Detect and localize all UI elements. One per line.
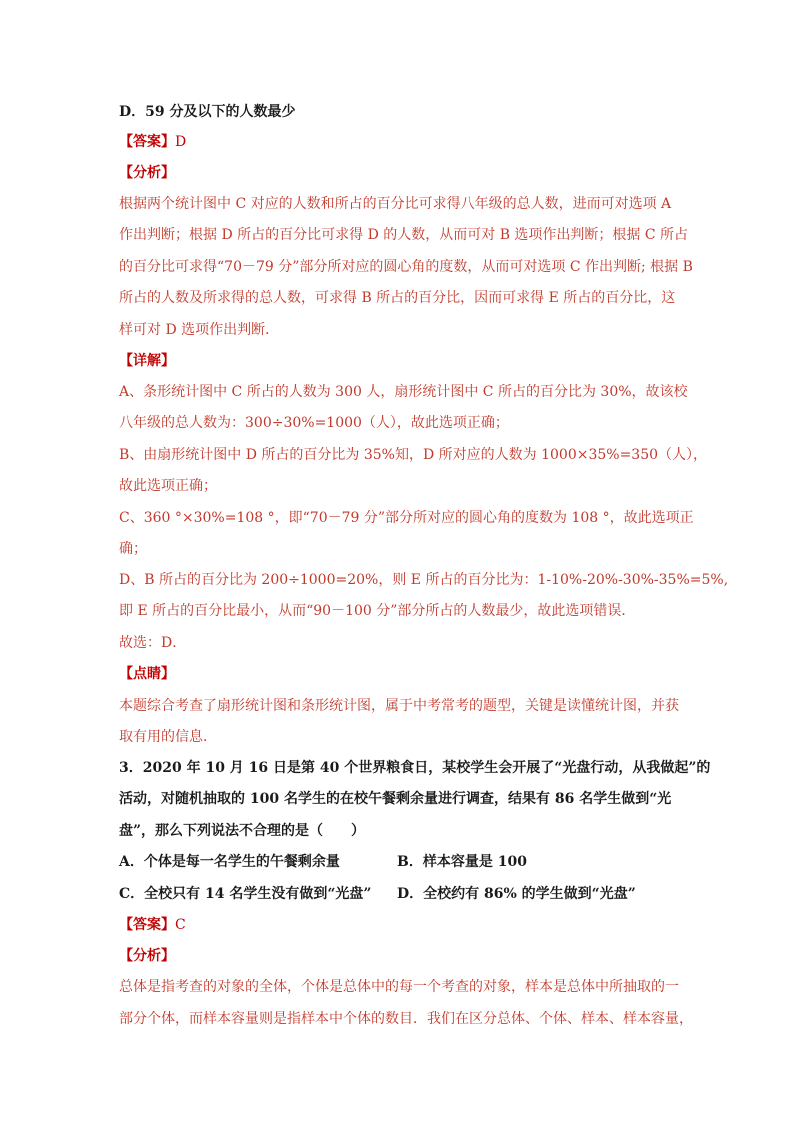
q3-stem-line: 3．2020 年 10 月 16 日是第 40 个世界粮食日，某校学生会开展了“光盘行动，从我做起”的 bbox=[119, 760, 711, 776]
q3-answer bbox=[119, 915, 186, 935]
analysis-tag: 【分析】 bbox=[119, 948, 175, 964]
analysis-line: 作出判断；根据 D 所占的百分比可求得 D 的人数，从而可对 B 选项作出判断；根据 C 所占 bbox=[119, 227, 689, 243]
detail-line: 确； bbox=[119, 541, 147, 557]
detail-line: 八年级的总人数为：300÷30%=1000（人），故此选项正确； bbox=[119, 415, 509, 431]
q3-option-c: C．全校只有 14 名学生没有做到“光盘” bbox=[119, 886, 372, 902]
q2-option-d: D．59 分及以下的人数最少 bbox=[119, 104, 296, 120]
detail-line: 故此选项正确； bbox=[119, 478, 217, 494]
detail-line: D、B 所占的百分比为 200÷1000=20%，则 E 所占的百分比为：1-10%-20%-30%-35%=5%, bbox=[119, 572, 729, 588]
answer-tag: 【答案】 bbox=[119, 917, 175, 933]
detail-line: C、360 °×30%=108 °，即“70－79 分”部分所对应的圆心角的度数为 108 °，故此选项正 bbox=[119, 510, 694, 526]
analysis-line: 部分个体，而样本容量则是指样本中个体的数目．我们在区分总体、个体、样本、样本容量， bbox=[119, 1011, 693, 1027]
q3-option-d: D．全校约有 86% 的学生做到“光盘” bbox=[397, 886, 636, 902]
detail-line: 故选：D． bbox=[119, 635, 187, 651]
detail-line: B、由扇形统计图中 D 所占的百分比为 35%知，D 所对应的人数为 1000×35%=350（人）， bbox=[119, 447, 708, 463]
analysis-line: 的百分比可求得“70－79 分”部分所对应的圆心角的度数，从而可对选项 C 作出判断; 根据 B bbox=[119, 259, 693, 275]
q3-option-b: B．样本容量是 100 bbox=[397, 854, 527, 870]
q3-stem-line: 盘”，那么下列说法不合理的是（ ） bbox=[119, 823, 366, 839]
detail-line: 即 E 所占的百分比最小，从而“90－100 分”部分所占的人数最少，故此选项错误． bbox=[119, 603, 636, 619]
answer-value: D bbox=[175, 134, 187, 150]
analysis-line: 总体是指考查的对象的全体，个体是总体中的每一个考查的对象，样本是总体中所抽取的一 bbox=[119, 979, 679, 995]
comment-line: 本题综合考查了扇形统计图和条形统计图，属于中考常考的题型，关键是读懂统计图，并获 bbox=[119, 698, 679, 714]
q3-option-a: A．个体是每一名学生的午餐剩余量 bbox=[119, 854, 340, 870]
q2-answer bbox=[119, 132, 186, 152]
detail-tag: 【详解】 bbox=[119, 353, 175, 369]
analysis-tag: 【分析】 bbox=[119, 165, 175, 181]
analysis-line: 根据两个统计图中 C 对应的人数和所占的百分比可求得八年级的总人数，进而可对选项 A bbox=[119, 196, 672, 212]
answer-value: C bbox=[175, 917, 186, 933]
answer-tag: 【答案】 bbox=[119, 134, 175, 150]
detail-line: A、条形统计图中 C 所占的人数为 300 人，扇形统计图中 C 所占的百分比为 30%，故该校 bbox=[119, 384, 688, 400]
comment-line: 取有用的信息． bbox=[119, 729, 217, 745]
comment-tag: 【点睛】 bbox=[119, 666, 175, 682]
analysis-line: 样可对 D 选项作出判断． bbox=[119, 322, 280, 338]
q3-stem-line: 活动，对随机抽取的 100 名学生的在校午餐剩余量进行调查，结果有 86 名学生做到“光 bbox=[119, 791, 672, 807]
analysis-line: 所占的人数及所求得的总人数，可求得 B 所占的百分比，因而可求得 E 所占的百分比，这 bbox=[119, 290, 676, 306]
